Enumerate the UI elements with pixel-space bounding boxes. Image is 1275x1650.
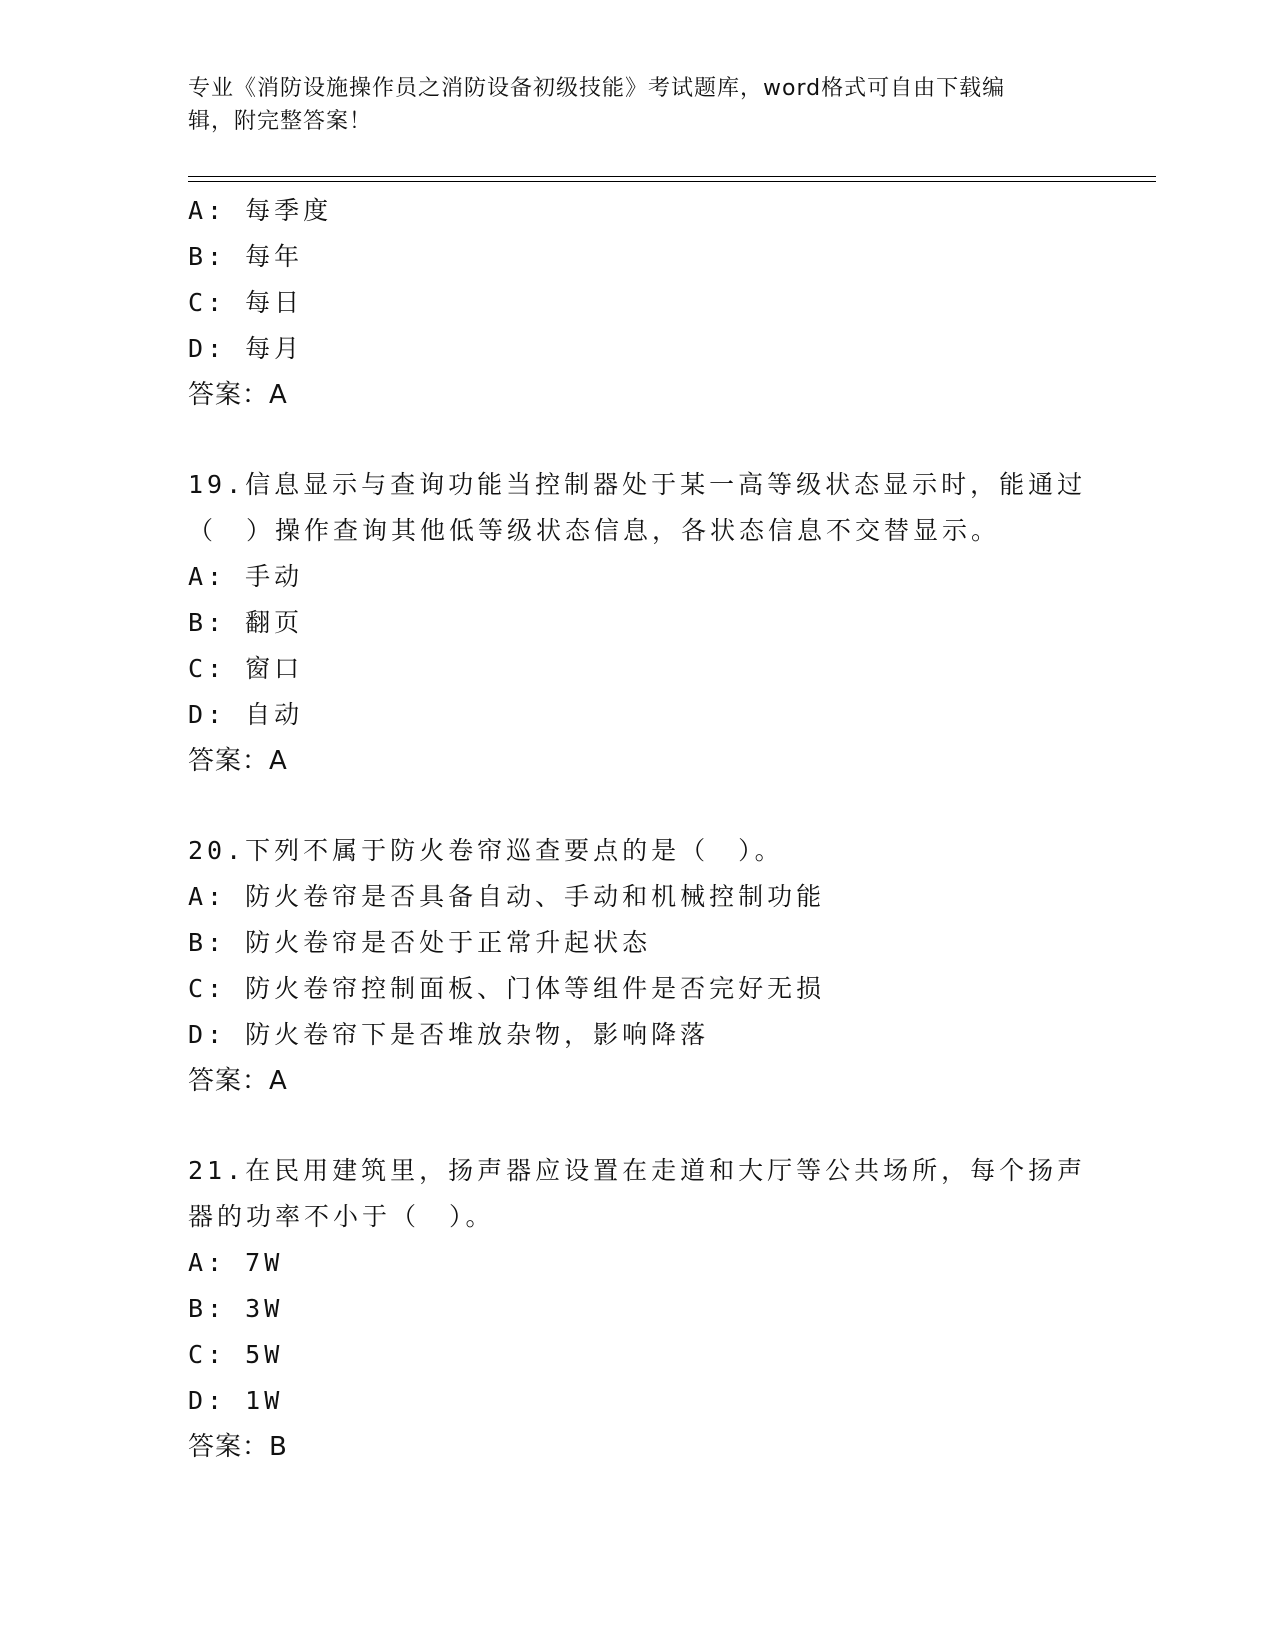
answer-line: 答案：B [188, 1432, 288, 1462]
header-divider-top [188, 176, 1156, 177]
question-block-18 [188, 188, 1088, 418]
option-a: A: 防火卷帘是否具备自动、手动和机械控制功能 [188, 882, 826, 911]
option-d: D: 自动 [188, 700, 304, 729]
option-b: B: 翻页 [188, 608, 304, 637]
option-d: D: 每月 [188, 334, 304, 363]
header-line-2: 辑，附完整答案！ [188, 109, 373, 134]
header-divider-bottom [188, 181, 1156, 182]
option-d: D: 1W [188, 1386, 284, 1415]
header-line-1: 专业《消防设施操作员之消防设备初级技能》考试题库，word格式可自由下载编 [188, 76, 1006, 101]
question-stem-line: 器的功率不小于（ ）。 [188, 1202, 495, 1231]
option-a: A: 每季度 [188, 196, 333, 225]
question-list [188, 188, 1088, 1514]
question-stem-line: 19.信息显示与查询功能当控制器处于某一高等级状态显示时，能通过 [188, 470, 1087, 499]
question-stem-line: 21.在民用建筑里，扬声器应设置在走道和大厅等公共场所，每个扬声 [188, 1156, 1087, 1185]
option-b: B: 每年 [188, 242, 304, 271]
option-b: B: 3W [188, 1294, 284, 1323]
question-block-21 [188, 1148, 1088, 1470]
option-c: C: 窗口 [188, 654, 304, 683]
option-a: A: 7W [188, 1248, 284, 1277]
question-block-20 [188, 828, 1088, 1104]
question-stem-line: 20.下列不属于防火卷帘巡查要点的是（ ）。 [188, 836, 784, 865]
question-stem-line: （ ）操作查询其他低等级状态信息，各状态信息不交替显示。 [188, 516, 1001, 545]
answer-line: 答案：A [188, 746, 288, 776]
document-header [188, 72, 1068, 138]
option-d: D: 防火卷帘下是否堆放杂物，影响降落 [188, 1020, 710, 1049]
option-c: C: 每日 [188, 288, 304, 317]
option-a: A: 手动 [188, 562, 304, 591]
answer-line: 答案：A [188, 380, 288, 410]
question-block-19 [188, 462, 1088, 784]
option-c: C: 5W [188, 1340, 284, 1369]
option-b: B: 防火卷帘是否处于正常升起状态 [188, 928, 652, 957]
option-c: C: 防火卷帘控制面板、门体等组件是否完好无损 [188, 974, 826, 1003]
answer-line: 答案：A [188, 1066, 288, 1096]
